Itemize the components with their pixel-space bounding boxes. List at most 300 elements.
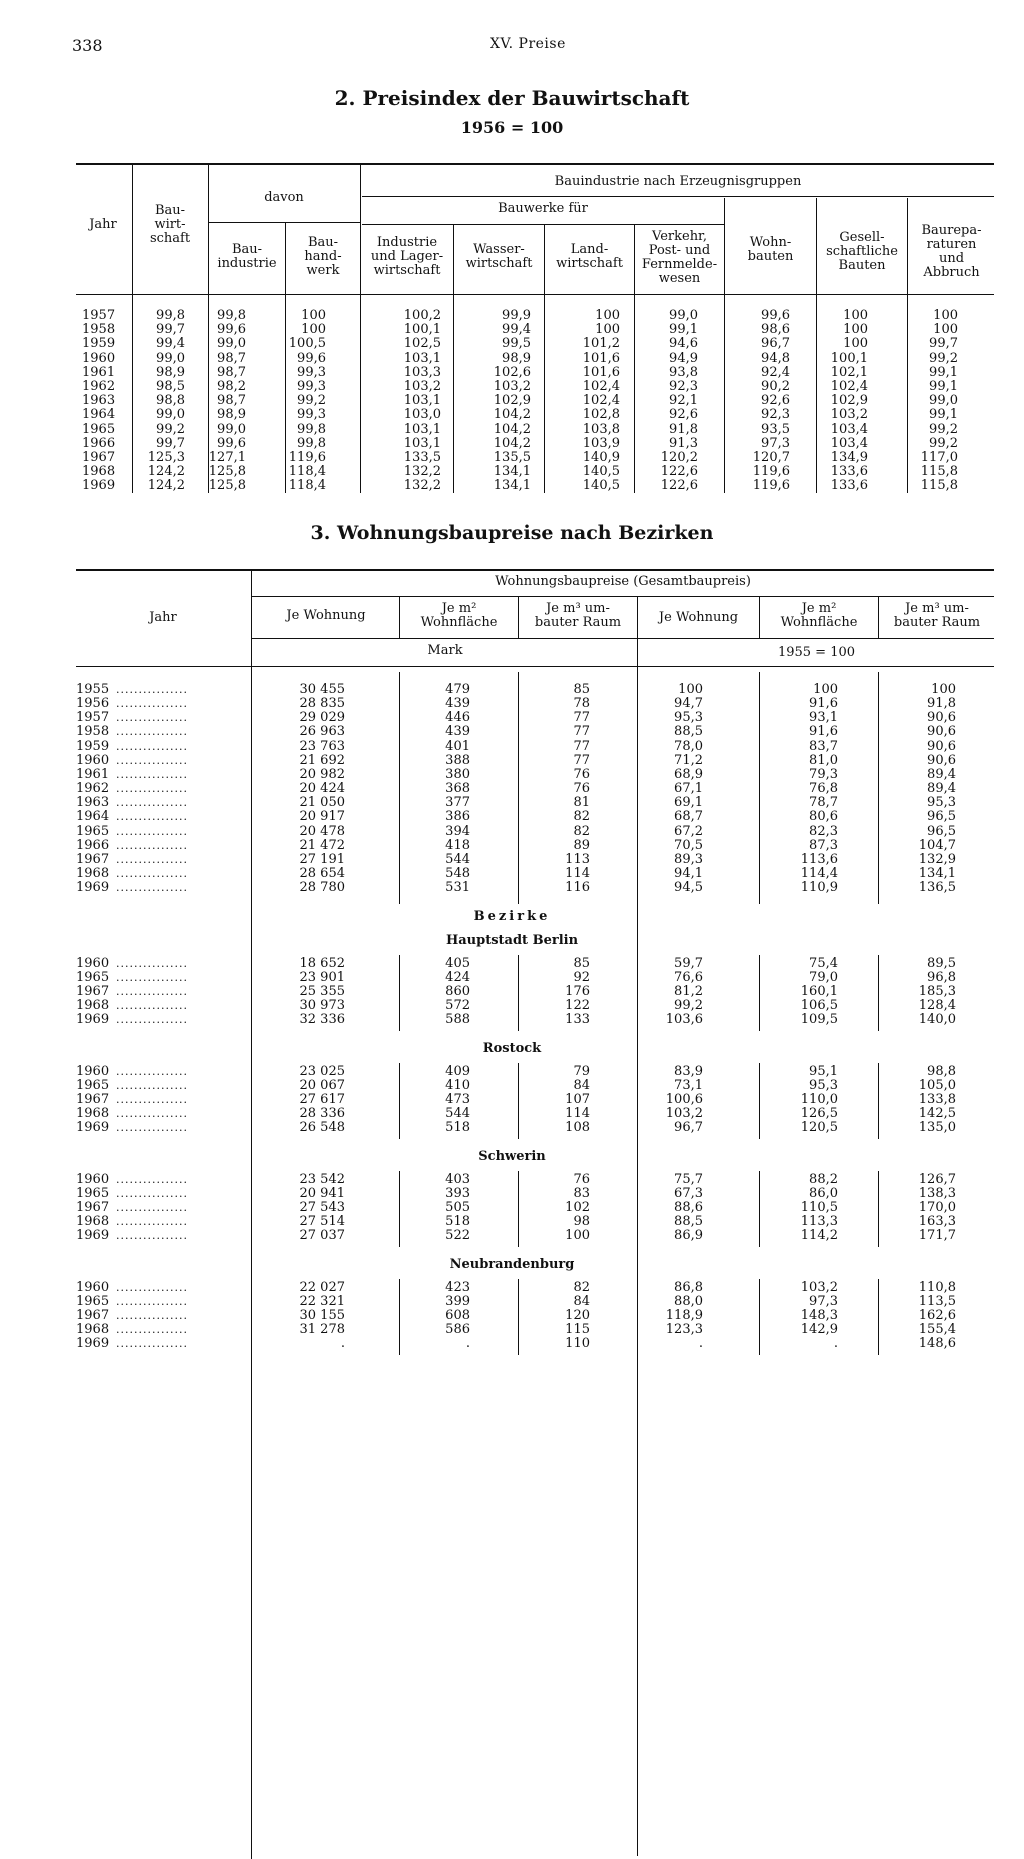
leader-dots: ................	[116, 767, 188, 781]
rule	[76, 569, 994, 571]
year-cell: 1965	[76, 1294, 110, 1310]
value-cell: 76,8	[809, 781, 838, 797]
year-cell: 1962	[76, 781, 110, 797]
value-cell: 100	[843, 322, 868, 338]
value-cell: 31 278	[299, 1322, 345, 1338]
value-cell: 75,7	[674, 1172, 703, 1187]
value-cell: 176	[565, 984, 590, 1000]
value-cell: 99,2	[674, 998, 703, 1014]
value-cell: 67,3	[674, 1186, 703, 1202]
col-header-je-m2-index: Je m² Wohnfläche	[780, 601, 858, 630]
value-cell: 113,5	[918, 1294, 956, 1310]
value-cell: 98,9	[217, 407, 246, 423]
value-cell: 98,5	[156, 379, 185, 394]
leader-dots: ................	[116, 1187, 188, 1201]
year-cell: 1966	[76, 837, 110, 853]
table-row	[0, 683, 1024, 697]
table-row	[0, 337, 1024, 351]
year-cell: 1968	[76, 1214, 110, 1230]
value-cell: 77	[573, 738, 590, 754]
year-cell: 1963	[76, 795, 110, 811]
table-row	[0, 881, 1024, 895]
value-cell: 102,1	[830, 364, 868, 380]
leader-dots: ................	[116, 1281, 188, 1294]
value-cell: 125,8	[208, 464, 246, 480]
leader-dots: ................	[116, 985, 188, 999]
value-cell: 82	[573, 823, 590, 839]
table-row	[0, 352, 1024, 366]
value-cell: 100,1	[830, 350, 868, 366]
year-cell: 1967	[76, 1200, 110, 1216]
value-cell: 102,8	[582, 407, 620, 423]
year-cell: 1968	[76, 998, 110, 1014]
value-cell: 113	[565, 851, 590, 867]
value-cell: 96,5	[927, 823, 956, 839]
table-row	[0, 1309, 1024, 1323]
value-cell: 80,6	[809, 809, 838, 825]
leader-dots: ................	[116, 1295, 188, 1309]
value-cell: 103,9	[582, 435, 620, 451]
table-row	[0, 380, 1024, 394]
table-row	[0, 867, 1024, 881]
value-cell: 79	[573, 1064, 590, 1079]
value-cell: 132,2	[403, 464, 441, 480]
value-cell: 68,9	[674, 766, 703, 782]
value-cell: 518	[445, 1214, 470, 1230]
column-rule	[878, 596, 879, 638]
value-cell: 96,5	[927, 809, 956, 825]
year-cell: 1965	[76, 970, 110, 986]
value-cell: 99,6	[217, 322, 246, 338]
value-cell: 134,9	[830, 450, 868, 465]
value-cell: 99,6	[297, 350, 326, 366]
rule	[362, 224, 724, 225]
year-cell: 1962	[82, 379, 116, 394]
table-row	[0, 1201, 1024, 1215]
value-cell: 95,3	[927, 795, 956, 811]
value-cell: 98,7	[217, 364, 246, 380]
year-cell: 1964	[82, 407, 116, 423]
value-cell: 118,4	[288, 464, 326, 480]
value-cell: 79,0	[809, 970, 838, 986]
value-cell: 102,4	[582, 379, 620, 394]
value-cell: 113,3	[800, 1214, 838, 1230]
value-cell: 99,8	[217, 308, 246, 323]
value-cell: 99,5	[502, 336, 531, 352]
value-cell: 119,6	[288, 450, 326, 465]
value-cell: 30 973	[299, 998, 345, 1014]
value-cell: 104,2	[493, 421, 531, 437]
value-cell: 162,6	[918, 1308, 956, 1324]
value-cell: 88,0	[674, 1294, 703, 1310]
value-cell: 99,7	[156, 435, 185, 451]
value-cell: 89	[573, 837, 590, 853]
value-cell: 93,5	[761, 421, 790, 437]
value-cell: 83,9	[674, 1064, 703, 1079]
value-cell: 99,2	[929, 350, 958, 366]
value-cell: 68,7	[674, 809, 703, 825]
value-cell: 99,3	[297, 364, 326, 380]
value-cell: 115,8	[920, 464, 958, 480]
value-cell: 103,0	[403, 407, 441, 423]
value-cell: 102	[565, 1200, 590, 1216]
year-cell: 1967	[76, 851, 110, 867]
value-cell: 572	[445, 998, 470, 1014]
value-cell: 28 336	[299, 1106, 345, 1122]
value-cell: .	[698, 1336, 703, 1352]
value-cell: 104,7	[918, 837, 956, 853]
value-cell: 83	[573, 1186, 590, 1202]
value-cell: 132,9	[918, 851, 956, 867]
table-row	[0, 1173, 1024, 1187]
value-cell: 27 191	[299, 851, 345, 867]
value-cell: 110,9	[800, 880, 838, 896]
value-cell: 85	[573, 682, 590, 697]
value-cell: 90,6	[927, 752, 956, 768]
value-cell: 89,3	[674, 851, 703, 867]
leader-dots: ................	[116, 1309, 188, 1323]
value-cell: 85	[573, 956, 590, 971]
value-cell: 409	[445, 1064, 470, 1079]
value-cell: 28 835	[299, 696, 345, 712]
year-cell: 1967	[82, 450, 116, 465]
value-cell: 439	[445, 696, 470, 712]
leader-dots: ................	[116, 1215, 188, 1229]
value-cell: 99,9	[502, 308, 531, 323]
value-cell: 90,6	[927, 738, 956, 754]
leader-dots: ................	[116, 782, 188, 796]
value-cell: 393	[445, 1186, 470, 1202]
value-cell: 95,3	[809, 1078, 838, 1094]
value-cell: 94,7	[674, 696, 703, 712]
value-cell: 103,6	[665, 1012, 703, 1028]
value-cell: 84	[573, 1078, 590, 1094]
value-cell: 102,5	[403, 336, 441, 352]
col-header-wohnbauten: Wohn- bauten	[747, 235, 794, 264]
value-cell: 138,3	[918, 1186, 956, 1202]
rule	[208, 222, 360, 223]
value-cell: 148,6	[918, 1336, 956, 1352]
leader-dots: ................	[116, 725, 188, 739]
value-cell: 94,5	[674, 880, 703, 896]
value-cell: 148,3	[800, 1308, 838, 1324]
col-header-verkehr: Verkehr, Post- und Fernmelde- wesen	[641, 229, 718, 286]
value-cell: 28 780	[299, 880, 345, 896]
year-cell: 1956	[76, 696, 110, 712]
value-cell: 103,1	[403, 350, 441, 366]
year-cell: 1967	[76, 984, 110, 1000]
year-cell: 1965	[76, 1078, 110, 1094]
value-cell: 59,7	[674, 956, 703, 971]
unit-index-base: 1955 = 100	[777, 645, 856, 660]
value-cell: 86,9	[674, 1228, 703, 1244]
value-cell: 386	[445, 809, 470, 825]
table1-subtitle: 1956 = 100	[460, 118, 564, 137]
value-cell: 25 355	[299, 984, 345, 1000]
leader-dots: ................	[116, 1107, 188, 1121]
leader-dots: ................	[116, 1065, 188, 1078]
col-header-land: Land- wirtschaft	[556, 242, 623, 271]
column-rule	[759, 596, 760, 638]
value-cell: 124,2	[147, 478, 185, 494]
value-cell: 126,7	[918, 1172, 956, 1187]
value-cell: 128,4	[918, 998, 956, 1014]
value-cell: .	[465, 1336, 470, 1352]
value-cell: 125,8	[208, 478, 246, 494]
page-number: 338	[72, 36, 103, 55]
value-cell: 135,0	[918, 1120, 956, 1136]
leader-dots: ................	[116, 1323, 188, 1337]
value-cell: 79,3	[809, 766, 838, 782]
value-cell: 70,5	[674, 837, 703, 853]
table-row	[0, 1229, 1024, 1243]
value-cell: 531	[445, 880, 470, 896]
value-cell: 98,9	[156, 364, 185, 380]
value-cell: 115	[565, 1322, 590, 1338]
rule	[76, 294, 994, 295]
table-row	[0, 768, 1024, 782]
value-cell: 122,6	[660, 464, 698, 480]
value-cell: 446	[445, 710, 470, 726]
value-cell: 126,5	[800, 1106, 838, 1122]
table-row	[0, 323, 1024, 337]
year-cell: 1960	[76, 752, 110, 768]
value-cell: 103,1	[403, 435, 441, 451]
value-cell: 120	[565, 1308, 590, 1324]
value-cell: 89,4	[927, 781, 956, 797]
year-cell: 1967	[76, 1308, 110, 1324]
col-header-je-wohnung: Je Wohnung	[286, 608, 366, 623]
leader-dots: ................	[116, 753, 188, 767]
table-row	[0, 711, 1024, 725]
value-cell: 423	[445, 1280, 470, 1295]
leader-dots: ................	[116, 1229, 188, 1243]
value-cell: 99,6	[217, 435, 246, 451]
year-cell: 1964	[76, 809, 110, 825]
value-cell: 67,2	[674, 823, 703, 839]
value-cell: 23 763	[299, 738, 345, 754]
value-cell: 405	[445, 956, 470, 971]
table2-title: 3. Wohnungsbaupreise nach Bezirken	[310, 522, 714, 544]
value-cell: 20 424	[299, 781, 345, 797]
value-cell: 105,0	[918, 1078, 956, 1094]
value-cell: 99,4	[156, 336, 185, 352]
value-cell: 88,6	[674, 1200, 703, 1216]
value-cell: 110,5	[800, 1200, 838, 1216]
district-heading: Hauptstadt Berlin	[445, 933, 579, 948]
table-row	[0, 408, 1024, 422]
value-cell: 93,8	[669, 364, 698, 380]
value-cell: 71,2	[674, 752, 703, 768]
value-cell: 90,6	[927, 710, 956, 726]
year-cell: 1961	[76, 766, 110, 782]
value-cell: 99,1	[929, 407, 958, 423]
year-cell: 1959	[76, 738, 110, 754]
value-cell: 18 652	[299, 956, 345, 971]
rule	[252, 596, 994, 597]
leader-dots: ................	[116, 1093, 188, 1107]
value-cell: 123,3	[665, 1322, 703, 1338]
table-row	[0, 1323, 1024, 1337]
year-cell: 1965	[76, 1186, 110, 1202]
value-cell: 140,5	[582, 478, 620, 494]
value-cell: 155,4	[918, 1322, 956, 1338]
value-cell: 77	[573, 752, 590, 768]
value-cell: 100	[933, 308, 958, 323]
value-cell: 103,8	[582, 421, 620, 437]
value-cell: 418	[445, 837, 470, 853]
value-cell: 91,6	[809, 696, 838, 712]
value-cell: 100	[301, 308, 326, 323]
value-cell: 91,8	[927, 696, 956, 712]
value-cell: 103,2	[830, 407, 868, 423]
value-cell: 99,0	[669, 308, 698, 323]
value-cell: 77	[573, 724, 590, 740]
value-cell: 89,4	[927, 766, 956, 782]
value-cell: 548	[445, 865, 470, 881]
col-header-jahr: Jahr	[89, 217, 117, 232]
value-cell: 98,2	[217, 379, 246, 394]
value-cell: 101,6	[582, 350, 620, 366]
value-cell: 136,5	[918, 880, 956, 896]
value-cell: 90,2	[761, 379, 790, 394]
value-cell: 98,7	[217, 350, 246, 366]
year-cell: 1966	[82, 435, 116, 451]
col-header-davon: davon	[264, 190, 304, 205]
value-cell: 110	[565, 1336, 590, 1352]
value-cell: 120,2	[660, 450, 698, 465]
value-cell: 439	[445, 724, 470, 740]
leader-dots: ................	[116, 881, 188, 895]
year-cell: 1958	[82, 322, 116, 338]
value-cell: 82	[573, 809, 590, 825]
year-cell: 1968	[76, 865, 110, 881]
value-cell: 99,2	[929, 421, 958, 437]
table-row	[0, 971, 1024, 985]
rule	[252, 638, 994, 639]
value-cell: 171,7	[918, 1228, 956, 1244]
value-cell: 103,2	[403, 379, 441, 394]
value-cell: 119,6	[752, 464, 790, 480]
value-cell: 94,8	[761, 350, 790, 366]
value-cell: 20 941	[299, 1186, 345, 1202]
table-row	[0, 423, 1024, 437]
value-cell: 99,4	[502, 322, 531, 338]
value-cell: 505	[445, 1200, 470, 1216]
year-cell: 1969	[82, 478, 116, 494]
table-row	[0, 853, 1024, 867]
value-cell: 76	[573, 781, 590, 797]
year-cell: 1969	[76, 1228, 110, 1244]
value-cell: 92	[573, 970, 590, 986]
value-cell: 134,1	[493, 464, 531, 480]
value-cell: 76,6	[674, 970, 703, 986]
table-row	[0, 985, 1024, 999]
value-cell: 104,2	[493, 407, 531, 423]
col-header-reparaturen: Baurepa- raturen und Abbruch	[921, 223, 982, 280]
value-cell: 100,2	[403, 308, 441, 323]
value-cell: 27 037	[299, 1228, 345, 1244]
value-cell: 84	[573, 1294, 590, 1310]
table-row	[0, 754, 1024, 768]
value-cell: 90,6	[927, 724, 956, 740]
value-cell: 20 982	[299, 766, 345, 782]
value-cell: 88,5	[674, 1214, 703, 1230]
value-cell: 86,8	[674, 1280, 703, 1295]
value-cell: 107	[565, 1092, 590, 1108]
column-rule	[399, 596, 400, 638]
value-cell: 142,9	[800, 1322, 838, 1338]
value-cell: 99,8	[297, 421, 326, 437]
value-cell: 119,6	[752, 478, 790, 494]
value-cell: 91,8	[669, 421, 698, 437]
year-cell: 1969	[76, 1012, 110, 1028]
value-cell: 20 917	[299, 809, 345, 825]
leader-dots: ................	[116, 999, 188, 1013]
table-row	[0, 1079, 1024, 1093]
district-heading: Rostock	[482, 1041, 542, 1056]
leader-dots: ................	[116, 824, 188, 838]
value-cell: 100,1	[403, 322, 441, 338]
value-cell: 134,1	[493, 478, 531, 494]
value-cell: 118,9	[665, 1308, 703, 1324]
year-cell: 1958	[76, 724, 110, 740]
value-cell: 401	[445, 738, 470, 754]
year-cell: 1960	[76, 1172, 110, 1187]
value-cell: 586	[445, 1322, 470, 1338]
col-header-bauwirtschaft: Bau- wirt- schaft	[149, 203, 191, 246]
rule	[76, 163, 994, 165]
leader-dots: ................	[116, 796, 188, 810]
value-cell: 20 478	[299, 823, 345, 839]
value-cell: 92,6	[761, 393, 790, 409]
value-cell: 99,7	[929, 336, 958, 352]
leader-dots: ................	[116, 971, 188, 985]
value-cell: 99,0	[217, 336, 246, 352]
value-cell: 100	[813, 682, 838, 697]
table-row	[0, 366, 1024, 380]
value-cell: 26 963	[299, 724, 345, 740]
value-cell: 108	[565, 1120, 590, 1136]
table-row	[0, 1093, 1024, 1107]
value-cell: 135,5	[493, 450, 531, 465]
value-cell: 424	[445, 970, 470, 986]
value-cell: 133,6	[830, 464, 868, 480]
col-header-gesellschaftlich: Gesell- schaftliche Bauten	[826, 230, 898, 273]
value-cell: 99,7	[156, 322, 185, 338]
value-cell: 92,1	[669, 393, 698, 409]
value-cell: 99,2	[156, 421, 185, 437]
value-cell: 101,6	[582, 364, 620, 380]
value-cell: 125,3	[147, 450, 185, 465]
value-cell: 92,6	[669, 407, 698, 423]
leader-dots: ................	[116, 866, 188, 880]
value-cell: 99,2	[297, 393, 326, 409]
value-cell: 101,2	[582, 336, 620, 352]
value-cell: 27 617	[299, 1092, 345, 1108]
value-cell: 103,3	[403, 364, 441, 380]
value-cell: 28 654	[299, 865, 345, 881]
leader-dots: ................	[116, 1173, 188, 1186]
table-row	[0, 1281, 1024, 1295]
value-cell: 95,1	[809, 1064, 838, 1079]
table-row	[0, 697, 1024, 711]
value-cell: 377	[445, 795, 470, 811]
table-row	[0, 999, 1024, 1013]
value-cell: 522	[445, 1228, 470, 1244]
value-cell: 77	[573, 710, 590, 726]
table-row	[0, 1337, 1024, 1351]
